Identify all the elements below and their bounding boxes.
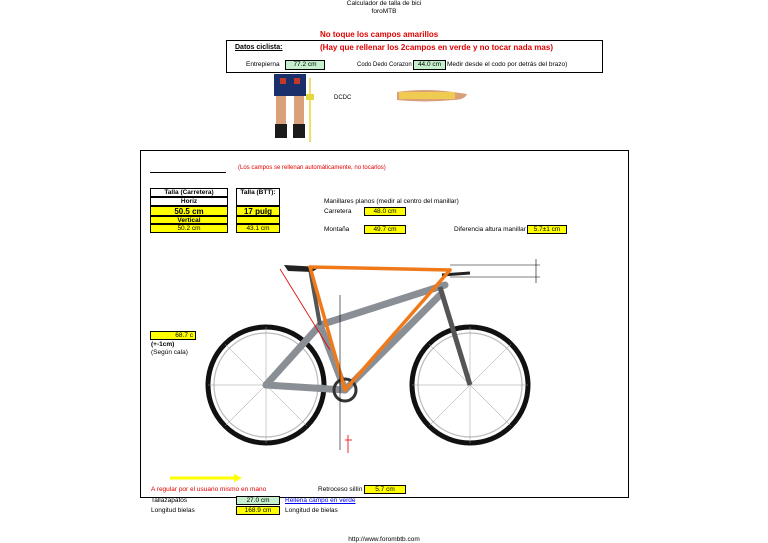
bars-title: Manillares planos (medir al centro del manillar)	[324, 198, 459, 205]
inseam-label: Entrepierna	[246, 61, 280, 68]
saddle-height-value: 68.7 c	[150, 331, 196, 340]
inseam-field[interactable]: 77.2 cm	[285, 60, 325, 70]
road-bar-value: 48.0 cm	[364, 207, 406, 216]
elbow-field[interactable]: 44.0 cm	[413, 60, 446, 70]
page-subtitle: foroMTB	[371, 8, 397, 15]
elbow-note: Medir desde el codo por detrás del brazo)	[447, 61, 568, 68]
setback-value: 5.7 cm	[364, 485, 406, 494]
page-title: Calculador de talla de bici	[346, 0, 422, 7]
road-size-sub: Horiz	[150, 197, 228, 206]
photo-caption: DCDC	[334, 95, 352, 101]
mtb-cm-value: 43.1 cm	[236, 224, 280, 233]
saddle-note: (Según cala)	[151, 349, 188, 356]
height-diff-value: 5.7±1 cm	[527, 225, 567, 234]
forearm-photo	[395, 86, 469, 106]
warning-line2: (Hay que rellenar los 2campos en verde y no tocar nada mas)	[320, 43, 553, 52]
mtb-bar-value: 49.7 cm	[364, 225, 406, 234]
elbow-label: Codo Dedo Corazon	[357, 62, 412, 68]
divider-line	[150, 172, 226, 173]
shoe-label: Tallazapatos	[151, 497, 188, 504]
saddle-tolerance: (+-1cm)	[151, 341, 175, 348]
crank-label-2: Longitud de bielas	[285, 507, 338, 514]
height-diff-label: Diferencia altura manillar	[454, 226, 526, 233]
road-size-label: Talla (Carretera)	[150, 188, 228, 197]
mtb-bar-label: Montaña	[324, 226, 350, 233]
cyclist-heading: Datos ciclista:	[235, 44, 283, 51]
crank-value: 168.9 cm	[236, 506, 280, 515]
auto-note: (Los campos se rellenan automáticamente, no tocarlos)	[238, 165, 386, 171]
mtb-size-value: 17 pulg	[236, 206, 280, 216]
fill-green-link[interactable]: Rellena campo en verde	[285, 497, 356, 504]
warning-line1: No toque los campos amarillos	[320, 30, 439, 39]
bike-image	[180, 255, 560, 455]
setback-label: Retroceso sillín	[318, 486, 363, 493]
shoe-field[interactable]: 27.0 cm	[236, 496, 280, 505]
road-bar-label: Carretera	[324, 208, 352, 215]
footer-url[interactable]: http://www.forombtb.com	[348, 536, 420, 543]
adjust-note: A regular por el usuario mismo en mano	[151, 486, 267, 493]
mtb-blank-cell	[236, 216, 280, 224]
mtb-size-label: Talla (BTT):	[236, 188, 280, 206]
road-size-value: 50.5 cm	[150, 206, 228, 216]
vertical-label: Vertical	[150, 216, 228, 224]
vertical-value: 50.2 cm	[150, 224, 228, 233]
arrow-icon	[170, 474, 242, 482]
crank-label: Longitud bielas	[151, 507, 195, 514]
legs-photo	[270, 74, 318, 146]
